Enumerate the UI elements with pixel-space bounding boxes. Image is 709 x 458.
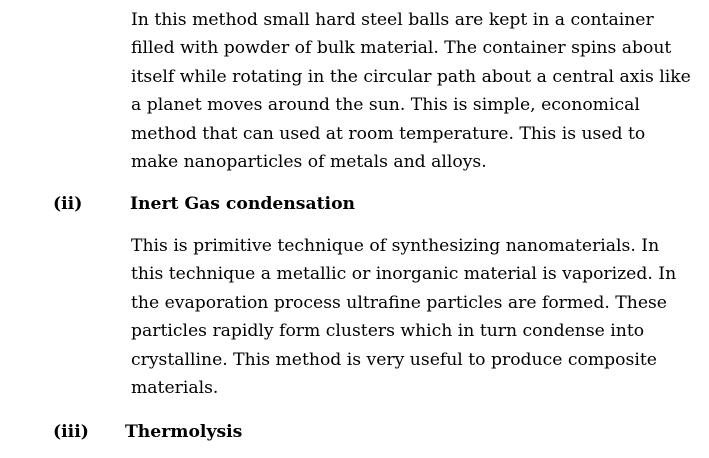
paragraph-line: materials. <box>131 378 219 399</box>
paragraph-ball-milling <box>131 6 691 176</box>
section-title: Thermolysis <box>125 422 243 442</box>
section-title: Inert Gas condensation <box>130 194 356 214</box>
section-number: (iii) <box>53 422 89 442</box>
section-heading-ii <box>0 194 709 222</box>
paragraph-line: crystalline. This method is very useful to produce composite <box>131 349 657 370</box>
paragraph-line: make nanoparticles of metals and alloys. <box>131 152 487 173</box>
paragraph-line: itself while rotating in the circular path about a central axis like <box>131 66 691 87</box>
paragraph-line: In this method small hard steel balls are kept in a container <box>131 10 654 30</box>
paragraph-line: This is primitive technique of synthesizing nanomaterials. In <box>131 236 660 256</box>
paragraph-line: a planet moves around the sun. This is simple, economical <box>131 95 640 116</box>
paragraph-line: this technique a metallic or inorganic material is vaporized. In <box>131 264 677 285</box>
section-heading-iii <box>0 422 709 450</box>
paragraph-inert-gas <box>131 232 676 402</box>
paragraph-line: particles rapidly form clusters which in turn condense into <box>131 321 645 342</box>
paragraph-line: method that can used at room temperature. This is used to <box>131 123 646 144</box>
paragraph-line: filled with powder of bulk material. The container spins about <box>131 38 672 59</box>
paragraph-line: the evaporation process ultrafine particles are formed. These <box>131 292 667 313</box>
section-number: (ii) <box>53 194 83 214</box>
